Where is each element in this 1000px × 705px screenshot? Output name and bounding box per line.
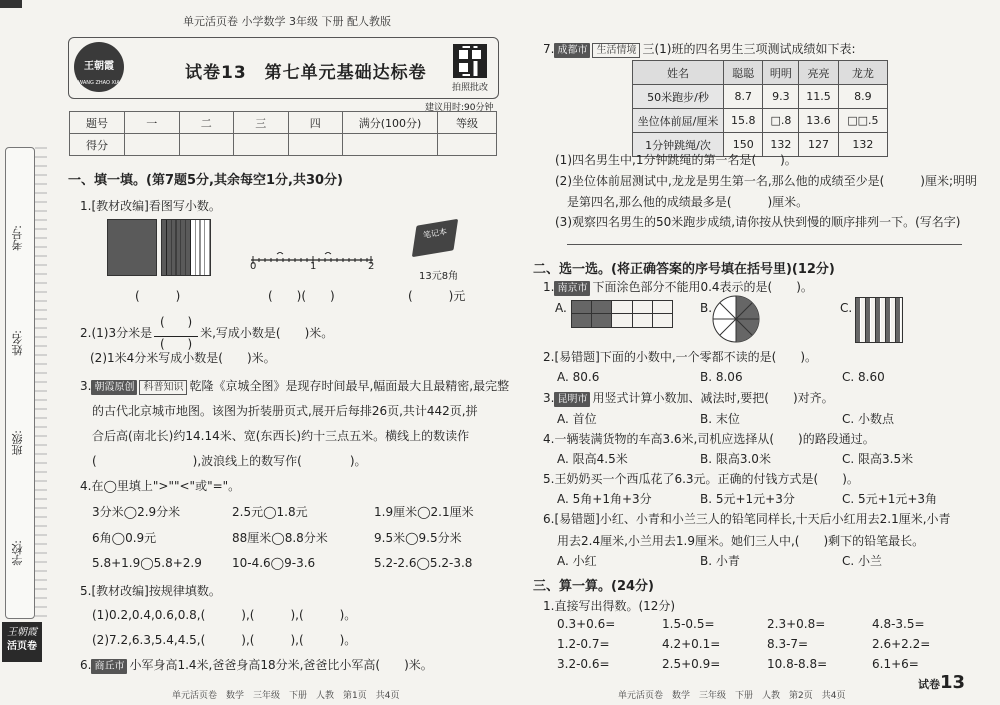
score-h2: 二 <box>179 112 234 134</box>
q6-text: 小军身高1.4米,爸爸身高18分米,爸爸比小军高( )米。 <box>129 658 433 672</box>
q4-r2c0[interactable]: 5.8+1.9◯5.8+2.9 <box>92 556 202 570</box>
s2q5-line: 5.王奶奶买一个西瓜花了6.3元。正确的付钱方式是( )。 <box>543 472 859 486</box>
q7-l2: (2)坐位体前屈测试中,龙龙是男生第一名,那么他的成绩至少是( )厘米;明明 <box>555 174 978 188</box>
q7-l1: (1)四名男生中,1分钟跳绳的第一名是( )。 <box>555 153 797 167</box>
logo-sub: WANG ZHAO XIA <box>78 80 120 86</box>
score-cell[interactable] <box>125 134 180 156</box>
score-h1: 一 <box>125 112 180 134</box>
q1-answer-c[interactable]: ( )元 <box>408 289 466 303</box>
header-text: 单元活页卷 小学数学 3年级 下册 配人教版 <box>183 15 391 28</box>
calc[interactable]: 4.8-3.5= <box>872 617 925 631</box>
calc[interactable]: 10.8-8.8= <box>767 657 828 671</box>
q7-cell: 132 <box>838 133 887 157</box>
s2q4-opt-b[interactable]: B. 限高3.0米 <box>700 452 771 466</box>
score-h3: 三 <box>234 112 289 134</box>
score-h6: 等级 <box>438 112 497 134</box>
s2q6-opt-a[interactable]: A. 小红 <box>557 554 597 568</box>
q4-r0c1[interactable]: 2.5元◯1.8元 <box>232 505 308 519</box>
s2q3-opt-c[interactable]: C. 小数点 <box>842 412 895 426</box>
q4-r2c2[interactable]: 5.2-2.6◯5.2-3.8 <box>374 556 473 570</box>
q7-cell: 11.5 <box>799 85 838 109</box>
q3-tag1: 朝霞原创 <box>91 380 137 395</box>
xuexiao-label: 学校: <box>11 540 24 566</box>
q7-answer-line[interactable] <box>567 244 962 245</box>
q4-r2c1[interactable]: 10-4.6◯9-3.6 <box>232 556 316 570</box>
q4-r0c2[interactable]: 1.9厘米◯2.1厘米 <box>374 505 474 519</box>
calc[interactable]: 2.3+0.8= <box>767 617 826 631</box>
q7-text: 三(1)班的四名男生三项测试成绩如下表: <box>642 42 856 56</box>
page-tag <box>918 672 965 693</box>
s2q3-text: 用竖式计算小数加、减法时,要把( )对齐。 <box>592 391 834 405</box>
q6-tag: 商丘市 <box>91 659 127 674</box>
footer-left: 单元活页卷 数学 三年级 下册 人教 第1页 共4页 <box>172 691 400 701</box>
score-cell[interactable] <box>179 134 234 156</box>
q3-line4: ( ),波浪线上的数写作( )。 <box>92 454 367 468</box>
q2-line2: (2)1米4分米写成小数是( )米。 <box>90 351 276 365</box>
s2q4-opt-a[interactable]: A. 限高4.5米 <box>557 452 628 466</box>
q1-answer-a[interactable]: ( ) <box>135 289 181 303</box>
footer-right: 单元活页卷 数学 三年级 下册 人教 第2页 共4页 <box>618 691 846 701</box>
calc[interactable]: 2.5+0.9= <box>662 657 721 671</box>
q3-line3: 合后高(南北长)约14.14米、宽(东西长)约十三点五米。横线上的数读作 <box>92 429 470 443</box>
q1-answer-b[interactable]: ( )( ) <box>268 289 335 303</box>
corner-mark <box>0 0 22 8</box>
score-table <box>69 111 497 156</box>
s2q2-opt-a[interactable]: A. 80.6 <box>557 370 600 384</box>
s2q6-opt-b[interactable]: B. 小青 <box>700 554 740 568</box>
page-tag-label: 试卷 <box>918 678 940 691</box>
q4-title: 4.在◯里填上">""<"或"="。 <box>80 479 241 493</box>
q7-r0-label: 50米跑步/秒 <box>633 85 724 109</box>
kaohao-label: 考号: <box>11 225 24 251</box>
q2-pre: 2.(1)3分米是 <box>80 326 153 340</box>
q1-striped-square <box>161 219 211 276</box>
s2q1-text: 下面涂色部分不能用0.4表示的是( )。 <box>592 280 813 294</box>
s2q1-bar-figure <box>855 297 903 343</box>
q4-r1c0[interactable]: 6角◯0.9元 <box>92 531 157 545</box>
s2q6-line1 <box>543 510 951 527</box>
q7-table <box>632 60 888 157</box>
q7-l4: (3)观察四名男生的50米跑步成绩,请你按从快到慢的顺序排列一下。(写名字) <box>555 215 961 229</box>
q3-line2: 的古代北京城市地图。该图为折装册页式,展开后每排26页,共计442页,拼 <box>92 404 478 418</box>
section2-title: 二、选一选。(将正确答案的序号填在括号里)(12分) <box>533 262 835 277</box>
section1-title: 一、填一填。(第7题5分,其余每空1分,共30分) <box>68 173 343 188</box>
q1-tag: [教材改编] <box>91 199 149 213</box>
s2q4-line: 4.一辆装满货物的车高3.6米,司机应选择从( )的路段通过。 <box>543 432 875 446</box>
calc[interactable]: 3.2-0.6= <box>557 657 610 671</box>
xingming-label: 姓名: <box>11 330 24 356</box>
s2q1-pie-figure <box>711 294 761 344</box>
q2-line1 <box>80 317 333 350</box>
q7-h2: 明明 <box>763 61 799 85</box>
s2q1-opt-a[interactable]: A. <box>555 301 567 315</box>
q7-title <box>543 40 856 58</box>
s2q6-opt-c[interactable]: C. 小兰 <box>842 554 883 568</box>
page-tag-num: 13 <box>940 672 966 693</box>
s2q6-num: 6. <box>543 512 555 526</box>
q4-r0c0[interactable]: 3分米◯2.9分米 <box>92 505 181 519</box>
notebook-price: 13元8角 <box>419 271 459 282</box>
s2q1-num: 1. <box>543 280 555 294</box>
calc[interactable]: 4.2+0.1= <box>662 637 721 651</box>
s2q6-tag: [易错题] <box>554 512 600 526</box>
score-h5: 满分(100分) <box>343 112 438 134</box>
q7-h0: 姓名 <box>633 61 724 85</box>
q3-l1: 乾隆《京城全图》是现存时间最早,幅面最大且最精密,最完整 <box>189 379 510 393</box>
q7-cell: 13.6 <box>799 109 838 133</box>
s2q2-tag: [易错题] <box>554 350 600 364</box>
s2q2-opt-c[interactable]: C. 8.60 <box>842 370 885 384</box>
calc[interactable]: 8.3-7= <box>767 637 809 651</box>
s2q6-l1: 小红、小青和小兰三人的铅笔同样长,十天后小红用去2.1厘米,小青 <box>599 512 951 526</box>
q7-h1: 聪聪 <box>724 61 763 85</box>
s2q1-tag: 南京市 <box>554 281 590 296</box>
q7-cell: 8.7 <box>724 85 763 109</box>
calc[interactable]: 6.1+6= <box>872 657 919 671</box>
suggested-time: 建议用时:90分钟 <box>425 103 494 113</box>
s2q2-line <box>543 348 817 365</box>
q7-cell: 150 <box>724 133 763 157</box>
s2q3-tag: 昆明市 <box>554 392 590 407</box>
q2-post: 米,写成小数是( )米。 <box>200 326 334 340</box>
s2q2-text: 下面的小数中,一个零都不读的是( )。 <box>599 350 818 364</box>
q1-full-square <box>107 219 157 276</box>
tick-1: 1 <box>310 261 317 272</box>
qr-label: 拍照批改 <box>452 83 489 93</box>
q7-num: 7. <box>543 42 555 56</box>
calc[interactable]: 1.5-0.5= <box>662 617 715 631</box>
q3-line1 <box>80 377 509 395</box>
score-cell[interactable] <box>343 134 438 156</box>
brand-name: 王朝霞 <box>7 627 37 638</box>
s2q1-line <box>543 278 813 296</box>
s2q1-opt-b[interactable]: B. <box>700 301 713 315</box>
s2q6-line2: 用去2.4厘米,小兰用去1.9厘米。她们三人中,( )剩下的铅笔最长。 <box>557 534 925 548</box>
q6-num: 6. <box>80 658 92 672</box>
q7-tag1: 成都市 <box>554 43 590 58</box>
notebook-label: 笔记本 <box>422 226 448 241</box>
score-h4: 四 <box>288 112 343 134</box>
q7-cell: 9.3 <box>763 85 799 109</box>
q3-tag2: 科普知识 <box>139 380 187 395</box>
tick-2: 2 <box>368 261 375 272</box>
s2q2-num: 2. <box>543 350 555 364</box>
q3-num: 3. <box>80 379 92 393</box>
score-h0: 题号 <box>70 112 125 134</box>
q7-h4: 龙龙 <box>838 61 887 85</box>
q1-text: 看图写小数。 <box>148 199 221 213</box>
qr-code[interactable] <box>453 44 487 78</box>
score-cell[interactable] <box>234 134 289 156</box>
s2q5-opt-b[interactable]: B. 5元+1元+3分 <box>700 492 795 506</box>
q5-line1: (1)0.2,0.4,0.6,0.8,( ),( ),( )。 <box>92 608 357 622</box>
q7-cell: 127 <box>799 133 838 157</box>
calc[interactable]: 2.6+2.2= <box>872 637 931 651</box>
q1-prompt <box>80 197 221 214</box>
s2q3-line <box>543 389 834 407</box>
s2q4-opt-c[interactable]: C. 限高3.5米 <box>842 452 914 466</box>
q7-cell: □.8 <box>763 109 799 133</box>
binding-wave <box>35 147 47 617</box>
page-title: 试卷13 第七单元基础达标卷 <box>185 63 427 83</box>
brand-sub: 活页卷 <box>7 641 37 652</box>
calc[interactable]: 0.3+0.6= <box>557 617 616 631</box>
s2q2-opt-b[interactable]: B. 8.06 <box>700 370 743 384</box>
s2q5-opt-c[interactable]: C. 5元+1元+3角 <box>842 492 938 506</box>
s2q1-opt-c[interactable]: C. <box>840 301 853 315</box>
q7-tag2: 生活情境 <box>592 43 640 58</box>
q7-r2-label: 1分钟跳绳/次 <box>633 133 724 157</box>
q6-line <box>80 656 433 674</box>
s2q1-grid-figure <box>571 300 673 328</box>
q4-r1c2[interactable]: 9.5米◯9.5分米 <box>374 531 462 545</box>
s2q3-num: 3. <box>543 391 555 405</box>
s3-sub: 1.直接写出得数。(12分) <box>543 599 676 613</box>
q1-num: 1. <box>80 199 92 213</box>
q7-cell: 8.9 <box>838 85 887 109</box>
calc[interactable]: 1.2-0.7= <box>557 637 610 651</box>
brand-badge <box>2 622 42 662</box>
q5-title: 5.[教材改编]按规律填数。 <box>80 584 221 598</box>
s2q5-opt-a[interactable]: A. 5角+1角+3分 <box>557 492 652 506</box>
q7-l3: 是第四名,那么他的成绩最多是( )厘米。 <box>567 195 809 209</box>
s2q3-opt-b[interactable]: B. 末位 <box>700 412 740 426</box>
q7-r1-label: 坐位体前屈/厘米 <box>633 109 724 133</box>
q5-line2: (2)7.2,6.3,5.4,4.5,( ),( ),( )。 <box>92 633 357 647</box>
q4-r1c1[interactable]: 88厘米◯8.8分米 <box>232 531 328 545</box>
score-cell[interactable] <box>438 134 497 156</box>
score-cell[interactable] <box>288 134 343 156</box>
score-row-label: 得分 <box>70 134 125 156</box>
q2-fraction[interactable]: ( ) ( ) <box>152 317 200 350</box>
s2q3-opt-a[interactable]: A. 首位 <box>557 412 597 426</box>
q7-h3: 亮亮 <box>799 61 838 85</box>
q7-cell: 15.8 <box>724 109 763 133</box>
logo-text: 王朝霞 <box>84 61 114 72</box>
tick-0: 0 <box>250 261 257 272</box>
banji-label: 班级: <box>11 430 24 456</box>
q7-cell: 132 <box>763 133 799 157</box>
q7-cell: □□.5 <box>838 109 887 133</box>
section3-title: 三、算一算。(24分) <box>533 579 654 594</box>
